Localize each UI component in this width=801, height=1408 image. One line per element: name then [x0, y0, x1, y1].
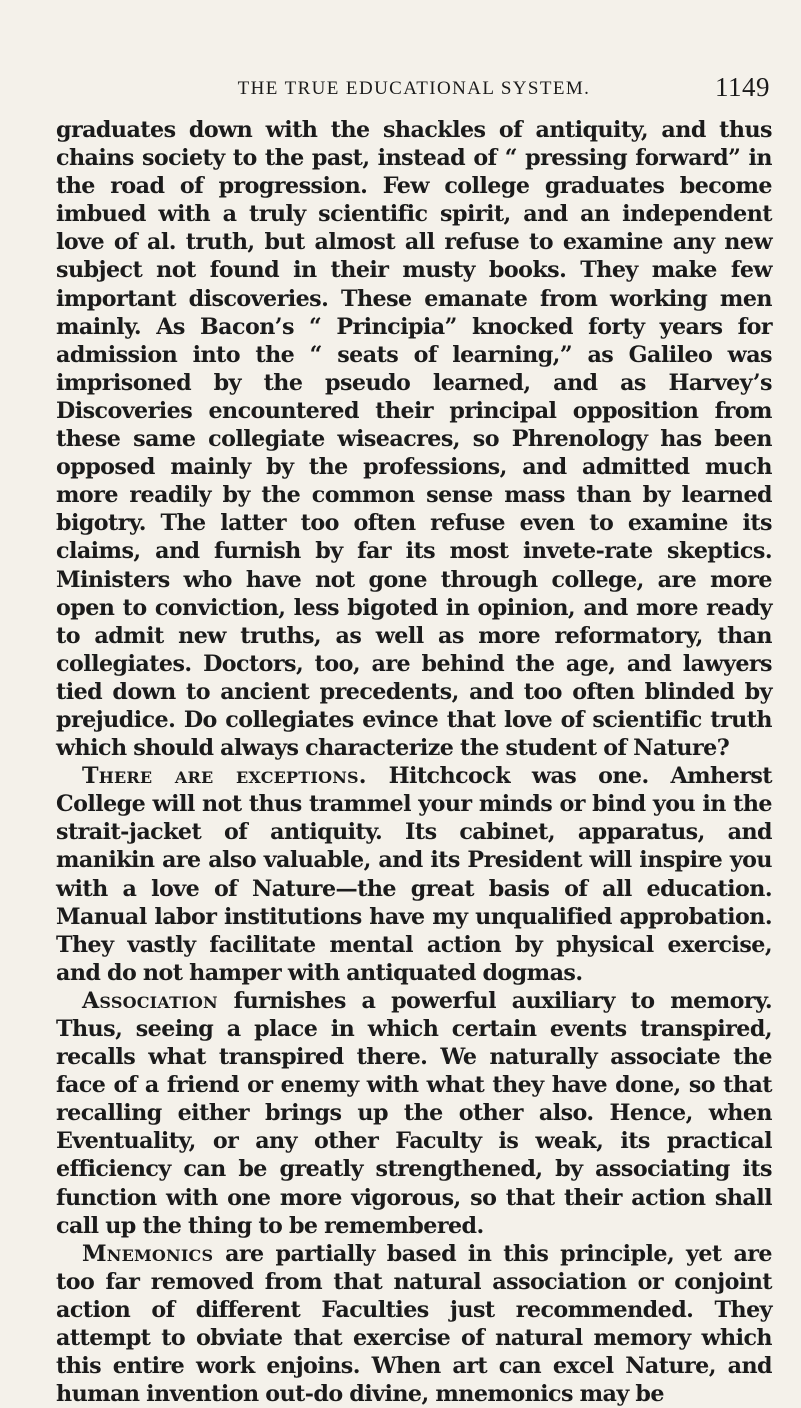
page-number: 1149: [715, 72, 770, 102]
paragraph-2-text: Hitchcock was one. Amherst College will not thus trammel your minds or bind you in the strait-jacket of antiquity. Its cabinet, apparatus, and manikin are also valuable, and its President will inspire you with a love of Nature—the great basis of all education. Manual labor institutions have my unqualified approbation. They vastly facilitate mental action by physical exercise, and do not hamper with antiquated dogmas.: [56, 763, 772, 986]
paragraph-4: [56, 1240, 772, 1408]
paragraph-4-lead: Mnemonics: [82, 1240, 214, 1267]
paragraph-4-text: are partially based in this principle, yet are too far removed from that natural association or conjoint action of different Faculties just recommended. They attempt to obviate that exercise of natural memory which this entire work enjoins. When art can excel Nature, and human invention out-do divine, mnemonics may be: [56, 1240, 772, 1408]
running-title: THE TRUE EDUCATIONAL SYSTEM.: [237, 78, 591, 99]
paragraph-2: [56, 762, 772, 987]
paragraph-2-lead: There are exceptions.: [82, 763, 367, 790]
book-page: [56, 72, 772, 1408]
running-head: [56, 72, 772, 116]
body-text: [56, 116, 772, 1408]
paragraph-3: [56, 987, 772, 1240]
paragraph-1: graduates down with the shackles of antiquity, and thus chains society to the past, instead of “ pressing forward” in the road of progression. Few college graduates become imbued with a truly scientific spirit, and an independent love of al. truth, but almost all refuse to examine any new subject not found in their musty books. They make few important discoveries. These emanate from working men mainly. As Bacon’s “ Principia” knocked forty years for admission into the “ seats of learning,” as Galileo was imprisoned by the pseudo learned, and as Harvey’s Discoveries encountered their principal opposition from these same collegiate wiseacres, so Phrenology has been opposed mainly by the professions, and admitted much more readily by the common sense mass than by learned bigotry. The latter too often refuse even to examine its claims, and furnish by far its most invete-rate skeptics. Ministers who have not gone through college, are more open to conviction, less bigoted in opinion, and more ready to admit new truths, as well as more reformatory, than collegiates. Doctors, too, are behind the age, and lawyers tied down to ancient precedents, and too often blinded by prejudice. Do collegiates evince that love of scientific truth which should always characterize the student of Nature?: [56, 117, 772, 762]
paragraph-3-lead: Association: [82, 987, 218, 1014]
paragraph-3-text: furnishes a powerful auxiliary to memory. Thus, seeing a place in which certain events transpired, recalls what transpired there. We naturally associate the face of a friend or enemy with what they have done, so that recalling either brings up the other also. Hence, when Eventuality, or any other Faculty is weak, its practical efficiency can be greatly strengthened, by associating its function with one more vigorous, so that their action shall call up the thing to be remembered.: [56, 987, 772, 1239]
